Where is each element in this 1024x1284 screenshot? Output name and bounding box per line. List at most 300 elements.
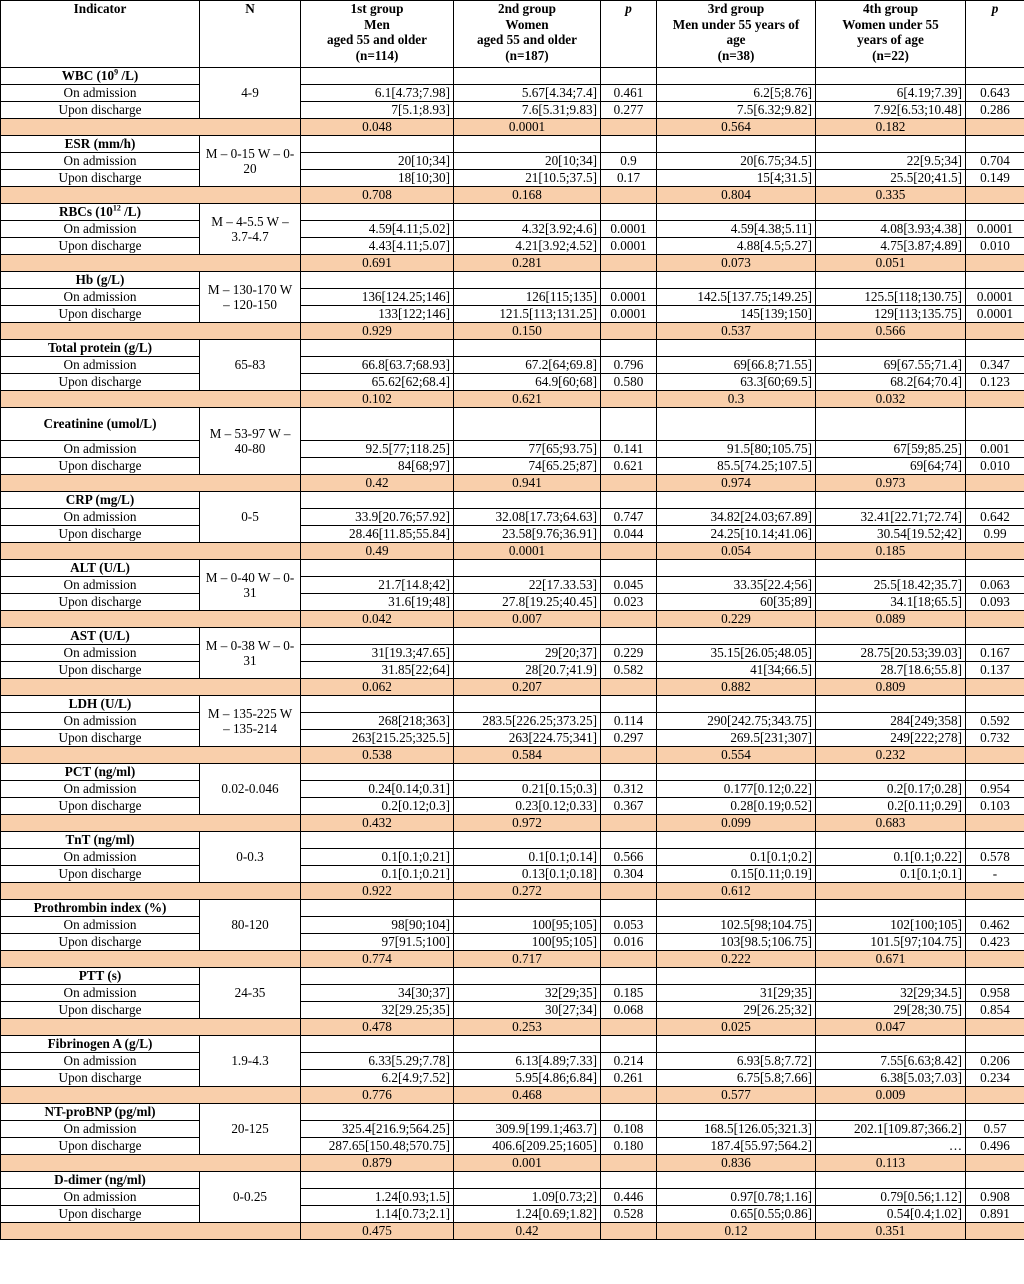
admission-row [1, 577, 1024, 594]
value-cell: 101.5[97;104.75] [816, 934, 966, 951]
p-value-cell: 0.286 [966, 102, 1024, 119]
value-cell: 35.15[26.05;48.05] [657, 645, 816, 662]
summary-p-value: 0.974 [657, 475, 816, 492]
empty-cell [1, 1155, 301, 1172]
reference-range: 20-125 [200, 1104, 301, 1155]
empty-cell [816, 272, 966, 289]
row-label: Upon discharge [1, 374, 200, 391]
value-cell: 0.21[0.15;0.3] [454, 781, 601, 798]
value-cell: 29[20;37] [454, 645, 601, 662]
discharge-row [1, 306, 1024, 323]
value-cell: 103[98.5;106.75] [657, 934, 816, 951]
summary-p-value: 0.042 [301, 611, 454, 628]
discharge-row [1, 170, 1024, 187]
value-cell: 133[122;146] [301, 306, 454, 323]
value-cell: 65.62[62;68.4] [301, 374, 454, 391]
row-label: Upon discharge [1, 1002, 200, 1019]
p-value-cell: 0.312 [601, 781, 657, 798]
value-cell: 0.1[0.1;0.21] [301, 849, 454, 866]
summary-p-value: 0.185 [816, 543, 966, 560]
summary-row [1, 679, 1024, 696]
summary-p-value: 0.182 [816, 119, 966, 136]
summary-p-value: 0.537 [657, 323, 816, 340]
value-cell: 66.8[63.7;68.93] [301, 357, 454, 374]
discharge-row [1, 458, 1024, 475]
value-cell: 69[66.8;71.55] [657, 357, 816, 374]
value-cell: 33.9[20.76;57.92] [301, 509, 454, 526]
empty-cell [454, 136, 601, 153]
p-value-cell: 0.582 [601, 662, 657, 679]
p-value-cell: 0.214 [601, 1053, 657, 1070]
admission-row [1, 1053, 1024, 1070]
summary-row [1, 1019, 1024, 1036]
summary-p-value: 0.809 [816, 679, 966, 696]
value-cell: 31[19.3;47.65] [301, 645, 454, 662]
empty-cell [816, 136, 966, 153]
indicator-name [1, 492, 200, 509]
indicator-name-text: PCT (ng/ml) [64, 764, 136, 780]
empty-cell [966, 747, 1024, 764]
p-value-cell: 0.908 [966, 1189, 1024, 1206]
discharge-row [1, 730, 1024, 747]
value-cell: 69[64;74] [816, 458, 966, 475]
empty-cell [601, 340, 657, 357]
reference-range: 1.9-4.3 [200, 1036, 301, 1087]
reference-range: 24-35 [200, 968, 301, 1019]
p-value-cell: 0.068 [601, 1002, 657, 1019]
value-cell: 60[35;89] [657, 594, 816, 611]
empty-cell [601, 391, 657, 408]
p-value-cell: 0.234 [966, 1070, 1024, 1087]
summary-row [1, 1223, 1024, 1240]
summary-p-value: 0.047 [816, 1019, 966, 1036]
value-cell: 32[29.25;35] [301, 1002, 454, 1019]
empty-cell [601, 272, 657, 289]
value-cell: 22[17.33.53] [454, 577, 601, 594]
value-cell: 202.1[109.87;366.2] [816, 1121, 966, 1138]
indicator-title-row [1, 340, 1024, 357]
empty-cell [657, 68, 816, 85]
summary-p-value: 0.281 [454, 255, 601, 272]
empty-cell [816, 560, 966, 577]
summary-row [1, 611, 1024, 628]
value-cell: 22[9.5;34] [816, 153, 966, 170]
empty-cell [454, 1172, 601, 1189]
value-cell: 18[10;30] [301, 170, 454, 187]
empty-cell [966, 900, 1024, 917]
empty-cell [816, 492, 966, 509]
reference-range: 0.02-0.046 [200, 764, 301, 815]
empty-cell [816, 832, 966, 849]
indicator-unit-suffix: /L) [120, 204, 141, 220]
header-line: Women under 55 [842, 16, 939, 32]
row-label: On admission [1, 1121, 200, 1138]
p-value-cell: 0.796 [601, 357, 657, 374]
empty-cell [657, 832, 816, 849]
summary-row [1, 747, 1024, 764]
empty-cell [601, 1036, 657, 1053]
p-value-cell: 0.0001 [601, 289, 657, 306]
empty-cell [601, 951, 657, 968]
indicator-name-text: Creatinine (umol/L) [43, 416, 157, 431]
empty-cell [657, 204, 816, 221]
p-value-cell: 0.001 [966, 441, 1024, 458]
row-label: On admission [1, 85, 200, 102]
row-label: On admission [1, 917, 200, 934]
p-value-cell: 0.0001 [601, 221, 657, 238]
value-cell: 7[5.1;8.93] [301, 102, 454, 119]
value-cell: 0.1[0.1;0.21] [301, 866, 454, 883]
value-cell: 24.25[10.14;41.06] [657, 526, 816, 543]
indicator-name [1, 136, 200, 153]
value-cell: 25.5[20;41.5] [816, 170, 966, 187]
summary-p-value: 0.538 [301, 747, 454, 764]
value-cell: 0.28[0.19;0.52] [657, 798, 816, 815]
p-value-cell: 0.462 [966, 917, 1024, 934]
header-line: 1st group [350, 1, 404, 16]
empty-cell [601, 679, 657, 696]
admission-row [1, 781, 1024, 798]
header-line: (n=114) [355, 47, 399, 63]
empty-cell [601, 255, 657, 272]
summary-p-value: 0.207 [454, 679, 601, 696]
summary-p-value: 0.432 [301, 815, 454, 832]
indicator-unit-exponent: 9 [114, 67, 119, 77]
p-value-cell: 0.045 [601, 577, 657, 594]
value-cell: 6.2[5;8.76] [657, 85, 816, 102]
indicator-unit-suffix: /L) [118, 68, 139, 84]
empty-cell [816, 628, 966, 645]
value-cell: 68.2[64;70.4] [816, 374, 966, 391]
p-value-cell: 0.123 [966, 374, 1024, 391]
value-cell: 97[91.5;100] [301, 934, 454, 951]
header-line: aged 55 and older [476, 32, 577, 48]
value-cell: 6.33[5.29;7.78] [301, 1053, 454, 1070]
empty-cell [966, 475, 1024, 492]
empty-cell [601, 696, 657, 713]
empty-cell [657, 1104, 816, 1121]
reference-range: 0-0.25 [200, 1172, 301, 1223]
summary-p-value: 0.566 [816, 323, 966, 340]
value-cell: 0.24[0.14;0.31] [301, 781, 454, 798]
value-cell: 4.59[4.11;5.02] [301, 221, 454, 238]
value-cell: 23.58[9.76;36.91] [454, 526, 601, 543]
value-cell: 0.1[0.1;0.14] [454, 849, 601, 866]
value-cell: 0.13[0.1;0.18] [454, 866, 601, 883]
value-cell: 7.92[6.53;10.48] [816, 102, 966, 119]
empty-cell [301, 408, 454, 441]
indicator-name [1, 696, 200, 713]
summary-p-value: 0.168 [454, 187, 601, 204]
empty-cell [966, 628, 1024, 645]
summary-p-value: 0.150 [454, 323, 601, 340]
empty-cell [301, 1172, 454, 1189]
empty-cell [966, 968, 1024, 985]
empty-cell [966, 187, 1024, 204]
empty-cell [601, 543, 657, 560]
empty-cell [966, 1155, 1024, 1172]
p-value-cell: 0.580 [601, 374, 657, 391]
row-label: Upon discharge [1, 798, 200, 815]
row-label: On admission [1, 221, 200, 238]
value-cell: 29[26.25;32] [657, 1002, 816, 1019]
p-value-cell: 0.566 [601, 849, 657, 866]
p-value-cell: 0.496 [966, 1138, 1024, 1155]
value-cell: 77[65;93.75] [454, 441, 601, 458]
empty-cell [601, 560, 657, 577]
row-label: On admission [1, 1053, 200, 1070]
indicator-name [1, 272, 200, 289]
value-cell: 0.54[0.4;1.02] [816, 1206, 966, 1223]
empty-cell [1, 255, 301, 272]
empty-cell [966, 68, 1024, 85]
summary-p-value: 0.102 [301, 391, 454, 408]
header-line: (n=187) [505, 47, 549, 63]
row-label: Upon discharge [1, 458, 200, 475]
empty-cell [601, 968, 657, 985]
p-value-cell: 0.9 [601, 153, 657, 170]
value-cell: 91.5[80;105.75] [657, 441, 816, 458]
empty-cell [1, 747, 301, 764]
value-cell: 121.5[113;131.25] [454, 306, 601, 323]
value-cell: 263[224.75;341] [454, 730, 601, 747]
empty-cell [601, 204, 657, 221]
empty-cell [1, 543, 301, 560]
summary-row [1, 323, 1024, 340]
value-cell: 142.5[137.75;149.25] [657, 289, 816, 306]
empty-cell [301, 1036, 454, 1053]
value-cell: 7.5[6.32;9.82] [657, 102, 816, 119]
reference-range: M – 0-40 W – 0-31 [200, 560, 301, 611]
value-cell: 30.54[19.52;42] [816, 526, 966, 543]
empty-cell [601, 323, 657, 340]
row-label: On admission [1, 577, 200, 594]
value-cell: 102[100;105] [816, 917, 966, 934]
empty-cell [1, 951, 301, 968]
empty-cell [1, 679, 301, 696]
discharge-row [1, 1206, 1024, 1223]
value-cell: 27.8[19.25;40.45] [454, 594, 601, 611]
summary-p-value: 0.475 [301, 1223, 454, 1240]
empty-cell [1, 815, 301, 832]
indicator-title-row [1, 560, 1024, 577]
value-cell: 4.08[3.93;4.38] [816, 221, 966, 238]
empty-cell [966, 1036, 1024, 1053]
header-line: (n=22) [872, 47, 909, 63]
p-value-cell: 0.093 [966, 594, 1024, 611]
indicator-name-text: AST (U/L) [70, 628, 130, 644]
value-cell: 100[95;105] [454, 934, 601, 951]
summary-p-value: 0.42 [454, 1223, 601, 1240]
summary-p-value: 0.054 [657, 543, 816, 560]
empty-cell [966, 136, 1024, 153]
p-value-cell: 0.367 [601, 798, 657, 815]
discharge-row [1, 662, 1024, 679]
empty-cell [601, 1087, 657, 1104]
p-value-cell: 0.446 [601, 1189, 657, 1206]
indicator-name [1, 900, 200, 917]
value-cell: 28.7[18.6;55.8] [816, 662, 966, 679]
empty-cell [301, 1104, 454, 1121]
empty-cell [601, 68, 657, 85]
value-cell: 30[27;34] [454, 1002, 601, 1019]
indicator-name-text: PTT (s) [78, 968, 122, 984]
indicator-title-row [1, 832, 1024, 849]
empty-cell [816, 1104, 966, 1121]
value-cell: 249[222;278] [816, 730, 966, 747]
header-p-2: p [966, 1, 1024, 68]
p-value-cell: 0.044 [601, 526, 657, 543]
reference-range: 4-9 [200, 68, 301, 119]
reference-range: M – 135-225 W – 135-214 [200, 696, 301, 747]
admission-row [1, 509, 1024, 526]
summary-p-value: 0.621 [454, 391, 601, 408]
empty-cell [601, 1019, 657, 1036]
header-indicator: Indicator [1, 1, 200, 68]
p-value-cell: 0.0001 [966, 221, 1024, 238]
value-cell: 34.82[24.03;67.89] [657, 509, 816, 526]
header-group-4 [816, 1, 966, 68]
summary-p-value: 0.804 [657, 187, 816, 204]
summary-row [1, 391, 1024, 408]
indicator-name [1, 68, 200, 85]
empty-cell [601, 1155, 657, 1172]
discharge-row [1, 238, 1024, 255]
empty-cell [657, 1172, 816, 1189]
row-label: Upon discharge [1, 102, 200, 119]
empty-cell [454, 272, 601, 289]
value-cell: 102.5[98;104.75] [657, 917, 816, 934]
value-cell: 29[28;30.75] [816, 1002, 966, 1019]
value-cell: 32[29;35] [454, 985, 601, 1002]
discharge-row [1, 1138, 1024, 1155]
empty-cell [816, 408, 966, 441]
summary-p-value: 0.717 [454, 951, 601, 968]
indicator-unit-exponent: 12 [112, 203, 121, 213]
p-value-cell: 0.954 [966, 781, 1024, 798]
empty-cell [1, 119, 301, 136]
empty-cell [966, 255, 1024, 272]
empty-cell [657, 136, 816, 153]
empty-cell [657, 408, 816, 441]
summary-p-value: 0.001 [454, 1155, 601, 1172]
summary-p-value: 0.577 [657, 1087, 816, 1104]
value-cell: 20[10;34] [454, 153, 601, 170]
p-value-cell: 0.0001 [601, 238, 657, 255]
discharge-row [1, 866, 1024, 883]
empty-cell [454, 832, 601, 849]
empty-cell [301, 340, 454, 357]
indicator-name [1, 1036, 200, 1053]
empty-cell [966, 204, 1024, 221]
empty-cell [657, 900, 816, 917]
p-value-cell: 0.141 [601, 441, 657, 458]
indicator-name [1, 560, 200, 577]
value-cell: 74[65.25;87] [454, 458, 601, 475]
value-cell: 4.75[3.87;4.89] [816, 238, 966, 255]
indicator-name [1, 408, 200, 441]
empty-cell [657, 272, 816, 289]
value-cell: 0.1[0.1;0.22] [816, 849, 966, 866]
indicator-name-text: RBCs (10 [58, 204, 113, 220]
p-value-cell: 0.053 [601, 917, 657, 934]
indicator-title-row [1, 1036, 1024, 1053]
indicator-name-text: Prothrombin index (%) [33, 900, 167, 916]
admission-row [1, 153, 1024, 170]
empty-cell [816, 340, 966, 357]
discharge-row [1, 1002, 1024, 1019]
empty-cell [301, 764, 454, 781]
indicator-title-row [1, 136, 1024, 153]
empty-cell [657, 628, 816, 645]
empty-cell [601, 815, 657, 832]
p-value-cell: 0.0001 [966, 289, 1024, 306]
value-cell: 92.5[77;118.25] [301, 441, 454, 458]
p-value-cell: 0.99 [966, 526, 1024, 543]
value-cell: 0.2[0.17;0.28] [816, 781, 966, 798]
empty-cell [601, 900, 657, 917]
row-label: On admission [1, 985, 200, 1002]
value-cell: 126[115;135] [454, 289, 601, 306]
row-label: On admission [1, 849, 200, 866]
summary-p-value: 0.113 [816, 1155, 966, 1172]
value-cell: 31[29;35] [657, 985, 816, 1002]
p-value-cell: 0.137 [966, 662, 1024, 679]
p-value-cell: 0.423 [966, 934, 1024, 951]
empty-cell [601, 747, 657, 764]
indicator-title-row [1, 628, 1024, 645]
empty-cell [816, 968, 966, 985]
summary-row [1, 475, 1024, 492]
value-cell: 15[4;31.5] [657, 170, 816, 187]
discharge-row [1, 374, 1024, 391]
row-label: Upon discharge [1, 238, 200, 255]
row-label: On admission [1, 289, 200, 306]
summary-p-value: 0.007 [454, 611, 601, 628]
indicator-name [1, 1172, 200, 1189]
empty-cell [301, 68, 454, 85]
p-value-cell: 0.261 [601, 1070, 657, 1087]
empty-cell [1, 1019, 301, 1036]
p-value-cell: 0.528 [601, 1206, 657, 1223]
empty-cell [966, 1223, 1024, 1240]
value-cell: 31.85[22;64] [301, 662, 454, 679]
p-value-cell: 0.854 [966, 1002, 1024, 1019]
empty-cell [966, 543, 1024, 560]
row-label: On admission [1, 153, 200, 170]
empty-cell [966, 560, 1024, 577]
empty-cell [454, 968, 601, 985]
value-cell: 6.2[4.9;7.52] [301, 1070, 454, 1087]
empty-cell [301, 696, 454, 713]
summary-p-value: 0.612 [657, 883, 816, 900]
empty-cell [816, 68, 966, 85]
empty-cell [1, 391, 301, 408]
summary-p-value: 0.0001 [454, 543, 601, 560]
empty-cell [601, 187, 657, 204]
admission-row [1, 917, 1024, 934]
empty-cell [601, 1172, 657, 1189]
value-cell: 290[242.75;343.75] [657, 713, 816, 730]
header-line: Women [505, 16, 549, 32]
reference-range: M – 0-38 W – 0-31 [200, 628, 301, 679]
empty-cell [601, 492, 657, 509]
summary-p-value: 0.973 [816, 475, 966, 492]
empty-cell [301, 968, 454, 985]
p-value-cell: 0.304 [601, 866, 657, 883]
empty-cell [966, 119, 1024, 136]
summary-p-value: 0.073 [657, 255, 816, 272]
